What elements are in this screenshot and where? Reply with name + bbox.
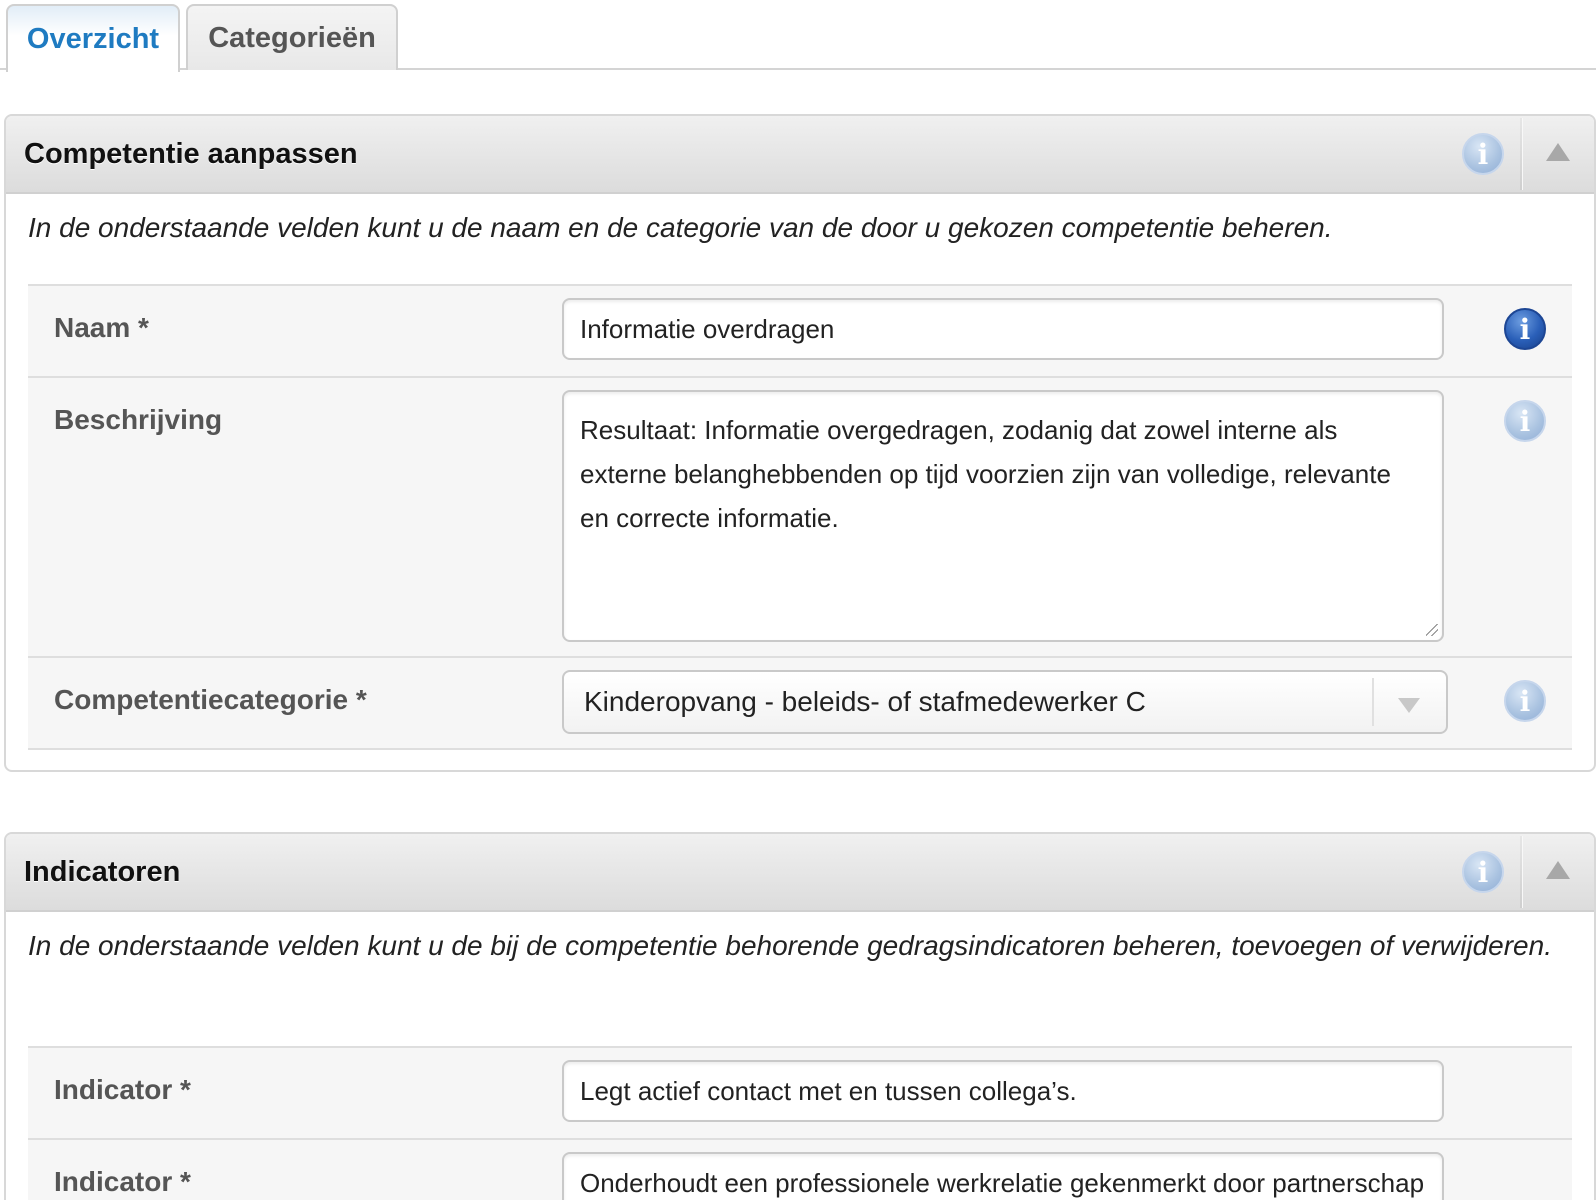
indicatoren-form [28, 1046, 1572, 1200]
categorie-select-value: Kinderopvang - beleids- of stafmedewerker C [584, 686, 1146, 717]
form-row-naam [28, 286, 1572, 378]
header-divider [1520, 118, 1522, 190]
form-row-indicator [28, 1140, 1572, 1200]
info-icon[interactable]: i [1462, 851, 1504, 893]
indicatoren-panel [4, 832, 1596, 1200]
categorie-label: Competentiecategorie * [54, 684, 367, 715]
resize-grip-icon[interactable] [1426, 624, 1438, 636]
competentie-form [28, 284, 1572, 750]
select-divider [1372, 678, 1374, 726]
form-row-categorie [28, 658, 1572, 750]
form-row-indicator [28, 1048, 1572, 1140]
chevron-up-icon[interactable] [1546, 861, 1570, 879]
competentie-panel [4, 114, 1596, 772]
info-icon[interactable]: i [1504, 400, 1546, 442]
categorie-select[interactable] [562, 670, 1448, 734]
indicator-label: Indicator * [54, 1166, 191, 1197]
info-icon[interactable]: i [1504, 680, 1546, 722]
panel-intro: In de onderstaande velden kunt u de naam en de categorie van de door u gekozen competentie beheren. [28, 212, 1333, 243]
info-icon[interactable]: i [1462, 133, 1504, 175]
chevron-down-icon[interactable] [1398, 698, 1420, 713]
header-divider [1520, 836, 1522, 908]
competentie-panel-header [6, 116, 1594, 194]
indicator-input[interactable]: Legt actief contact met en tussen collega’s. [562, 1060, 1444, 1122]
beschrijving-text: Resultaat: Informatie overgedragen, zodanig dat zowel interne als externe belanghebbenden op tijd voorzien zijn van volledige, relevante en correcte informatie. [580, 415, 1391, 533]
panel-intro: In de onderstaande velden kunt u de bij de competentie behorende gedragsindicatoren beheren, toevoegen of verwijderen. [28, 930, 1552, 961]
form-row-beschrijving [28, 378, 1572, 658]
info-icon[interactable]: i [1504, 308, 1546, 350]
naam-label: Naam * [54, 312, 149, 343]
tab-bar [0, 0, 1596, 70]
indicator-input[interactable]: Onderhoudt een professionele werkrelatie gekenmerkt door partnerschap [562, 1152, 1444, 1200]
panel-title: Competentie aanpassen [24, 137, 358, 170]
panel-title: Indicatoren [24, 855, 181, 888]
indicatoren-panel-header [6, 834, 1594, 912]
indicator-label: Indicator * [54, 1074, 191, 1105]
beschrijving-label: Beschrijving [54, 404, 223, 435]
chevron-up-icon[interactable] [1546, 143, 1570, 161]
tab-categorieen[interactable]: Categorieën [186, 4, 398, 70]
naam-input[interactable]: Informatie overdragen [562, 298, 1444, 360]
tab-overzicht[interactable]: Overzicht [6, 4, 180, 72]
beschrijving-textarea[interactable] [562, 390, 1444, 642]
